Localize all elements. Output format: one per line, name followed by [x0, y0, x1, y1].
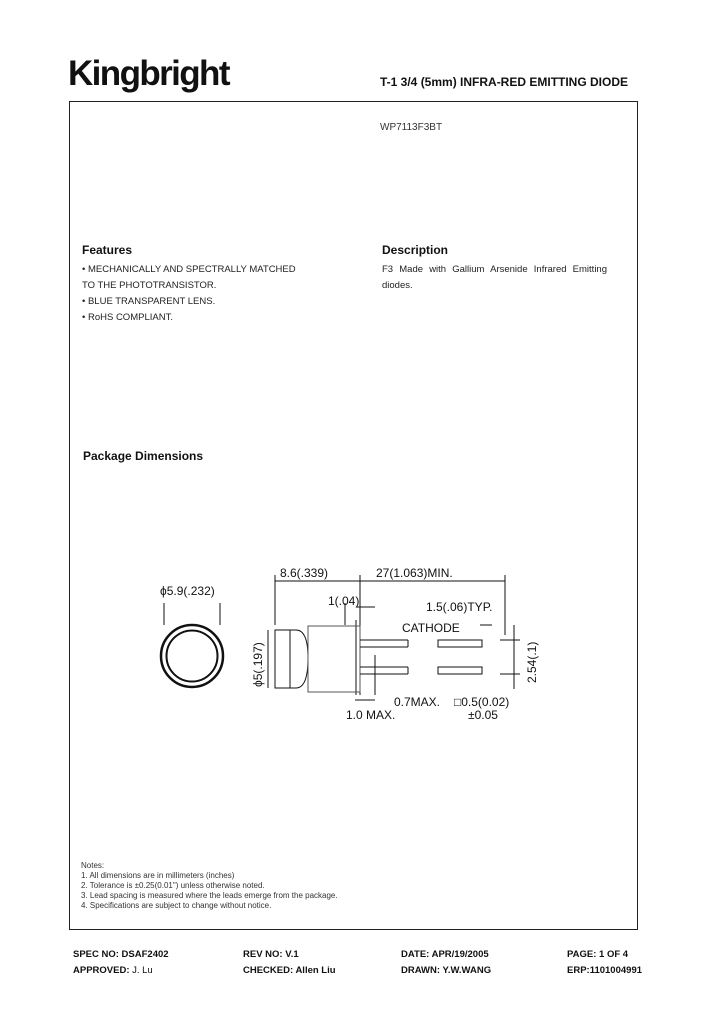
description-heading: Description: [382, 243, 449, 257]
part-number: WP7113F3BT: [380, 122, 443, 133]
flange-label: 1(.04): [328, 594, 360, 608]
feature-item: • RoHS COMPLIANT.: [82, 312, 173, 323]
feature-item: • BLUE TRANSPARENT LENS.: [82, 296, 216, 307]
note-item: 2. Tolerance is ±0.25(0.01") unless otherwise noted.: [81, 881, 265, 890]
notes-block: [81, 861, 338, 911]
rev-no: REV NO: V.1: [243, 949, 299, 960]
date: DATE: APR/19/2005: [401, 949, 489, 960]
length-label: 8.6(.339): [280, 566, 329, 580]
note-item: 1. All dimensions are in millimeters (inches): [81, 871, 235, 880]
features-heading: Features: [82, 243, 133, 257]
max07-label: 0.7MAX.: [394, 695, 441, 709]
typ-label: 1.5(.06)TYP.: [426, 600, 493, 614]
feature-item: • MECHANICALLY AND SPECTRALLY MATCHED: [82, 264, 296, 275]
description-line: diodes.: [382, 280, 413, 291]
checked: CHECKED: Allen Liu: [243, 965, 336, 976]
dia-side-label: ϕ5(.197): [251, 642, 265, 687]
spec-no: SPEC NO: DSAF2402: [73, 949, 169, 960]
spacing-label: 2.54(.1): [525, 641, 539, 683]
note-item: 4. Specifications are subject to change without notice.: [81, 901, 272, 910]
brand-logo: Kingbright: [68, 54, 229, 93]
drawn: DRAWN: Y.W.WANG: [401, 965, 492, 976]
notes-title: Notes:: [81, 861, 105, 870]
max10-label: 1.0 MAX.: [346, 708, 396, 722]
feature-item-continued: TO THE PHOTOTRANSISTOR.: [82, 280, 217, 291]
cathode-label: CATHODE: [402, 621, 460, 635]
document-title: T-1 3/4 (5mm) INFRA-RED EMITTING DIODE: [380, 75, 629, 89]
page-count: PAGE: 1 OF 4: [567, 949, 629, 960]
approved: APPROVED: J. Lu: [73, 965, 153, 976]
package-dimension-drawing: [150, 555, 550, 725]
description-line: F3 Made with Gallium Arsenide Infrared Emitting: [382, 264, 607, 275]
package-dimensions-heading: Package Dimensions: [83, 449, 204, 463]
note-item: 3. Lead spacing is measured where the leads emerge from the package.: [81, 891, 338, 900]
content-frame: [69, 101, 638, 930]
erp-number: ERP:1101004991: [567, 965, 643, 976]
lead-min-label: 27(1.063)MIN.: [376, 566, 453, 580]
tol-label: ±0.05: [468, 708, 498, 722]
square-label: □0.5(0.02): [454, 695, 510, 709]
dia-top-label: ϕ5.9(.232): [160, 584, 215, 598]
